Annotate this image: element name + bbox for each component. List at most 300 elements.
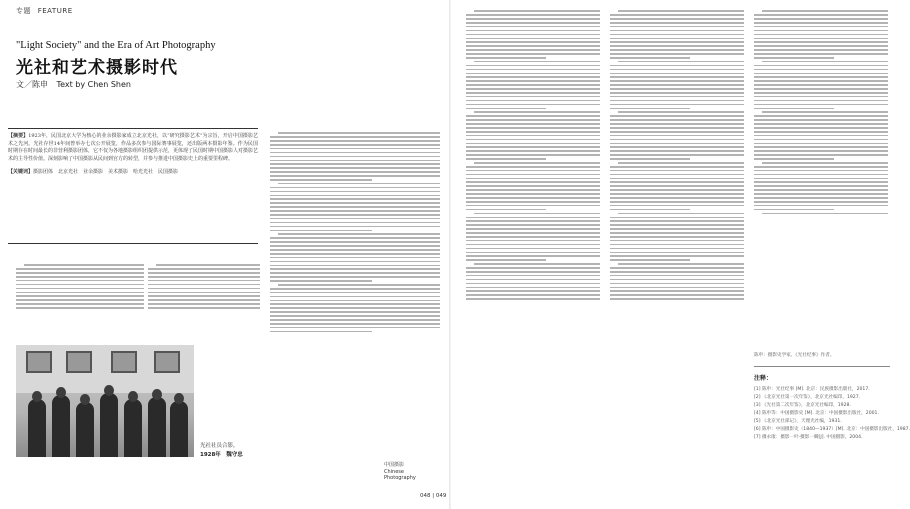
body-text-line: [610, 123, 744, 125]
running-head: [16, 6, 73, 16]
body-text-line: [270, 249, 440, 251]
body-text-line: [278, 132, 440, 134]
body-text-line: [610, 294, 744, 296]
body-text-line: [610, 135, 744, 137]
body-text-line: [270, 214, 440, 216]
body-text-line: [610, 259, 690, 261]
body-text-line: [270, 218, 440, 220]
body-text-line: [270, 187, 440, 189]
body-text-line: [270, 171, 440, 173]
body-text-line: [466, 150, 600, 152]
body-text-line: [270, 195, 440, 197]
body-text-line: [16, 288, 144, 290]
body-text-line: [610, 150, 744, 152]
body-text-line: [754, 170, 888, 172]
side-caption: [384, 462, 434, 482]
body-text-column-1: [16, 262, 144, 340]
body-text-line: [148, 307, 260, 309]
body-text-line: [148, 303, 260, 305]
body-text-line: [610, 197, 744, 199]
body-text-line: [610, 158, 690, 160]
body-text-line: [466, 252, 600, 254]
body-text-line: [610, 201, 744, 203]
body-text-line: [466, 174, 600, 176]
abstract-label: 【摘要】: [8, 133, 29, 139]
body-text-line: [466, 283, 600, 285]
body-text-column-4: [466, 8, 600, 478]
body-text-line: [466, 248, 600, 250]
body-text-line: [466, 38, 600, 40]
body-text-line: [762, 213, 888, 215]
body-text-line: [16, 299, 144, 301]
body-text-line: [270, 167, 440, 169]
body-text-line: [270, 272, 440, 274]
figure-5-head: [128, 391, 138, 402]
body-text-line: [754, 45, 888, 47]
body-text-line: [466, 76, 600, 78]
body-text-line: [610, 178, 744, 180]
body-text-line: [610, 76, 744, 78]
body-text-line: [466, 197, 600, 199]
body-text-line: [618, 213, 744, 215]
body-text-line: [610, 100, 744, 102]
body-text-line: [466, 298, 600, 300]
body-text-line: [466, 158, 546, 160]
body-text-line: [270, 288, 440, 290]
body-text-line: [610, 166, 744, 168]
body-text-line: [466, 143, 600, 145]
body-text-line: [466, 290, 600, 292]
source-note: 陈申：摄影史学家、《光社纪事》作者。: [754, 353, 835, 358]
body-text-line: [270, 140, 440, 142]
body-text-line: [148, 280, 260, 282]
body-text-line: [466, 26, 600, 28]
footnote-item: [6] 陈申：中国摄影史（1840—1937）[M]. 北京：中国摄影出版社，1987.: [754, 427, 910, 432]
body-text-line: [754, 146, 888, 148]
right-page: [450, 0, 910, 509]
body-text-line: [754, 14, 888, 16]
body-text-line: [16, 272, 144, 274]
body-text-line: [466, 185, 600, 187]
body-text-line: [610, 146, 744, 148]
body-text-line: [610, 143, 744, 145]
body-text-line: [466, 92, 600, 94]
page-folio: 048 | 049: [420, 493, 447, 499]
article-title-en: "Light Society" and the Era of Art Photography: [16, 40, 216, 51]
footnote-item: [1] 陈申：光社纪事 [M]. 北京：民族摄影出版社，2017.: [754, 387, 870, 392]
photo-caption: [200, 442, 243, 460]
body-text-line: [466, 127, 600, 129]
body-text-line: [610, 185, 744, 187]
body-text-line: [618, 162, 744, 164]
body-text-line: [610, 53, 744, 55]
body-text-line: [466, 34, 600, 36]
abstract-paragraph: [8, 133, 258, 163]
body-text-line: [754, 154, 888, 156]
footnotes: [754, 352, 910, 442]
body-text-line: [16, 276, 144, 278]
figure-2: [52, 395, 70, 457]
body-text-line: [610, 170, 744, 172]
body-text-line: [610, 290, 744, 292]
body-text-line: [610, 220, 744, 222]
body-text-line: [466, 100, 600, 102]
body-text-line: [466, 123, 600, 125]
body-text-line: [466, 170, 600, 172]
side-caption-zh: 中国摄影: [384, 462, 405, 468]
body-text-line: [610, 104, 744, 106]
body-text-line: [270, 136, 440, 138]
body-text-line: [754, 115, 888, 117]
body-text-line: [466, 131, 600, 133]
body-text-line: [278, 284, 440, 286]
body-text-line: [24, 264, 144, 266]
body-text-line: [762, 61, 888, 63]
body-text-line: [610, 38, 744, 40]
body-text-line: [270, 191, 440, 193]
body-text-line: [610, 240, 744, 242]
body-text-line: [610, 154, 744, 156]
body-text-line: [270, 198, 440, 200]
body-text-line: [466, 80, 600, 82]
body-text-line: [610, 26, 744, 28]
body-text-line: [270, 179, 372, 181]
body-text-line: [270, 206, 440, 208]
body-text-line: [148, 299, 260, 301]
body-text-line: [270, 300, 440, 302]
body-text-line: [754, 41, 888, 43]
body-text-line: [270, 296, 440, 298]
section-label-en: FEATURE: [37, 7, 73, 15]
body-text-line: [466, 189, 600, 191]
body-text-line: [618, 111, 744, 113]
body-text-line: [754, 57, 834, 59]
body-text-line: [754, 150, 888, 152]
figure-1: [28, 399, 46, 457]
body-text-line: [610, 255, 744, 257]
abstract-text: 1923年，民国北京大学为核心的业余摄影家成立北京光社，以“研究摄影艺术”为宗旨，开启中国摄影艺术之先河。光社存世14年间曾举办七次公开展览，作品多次参与国际赛事展览，还出版两本摄影年鉴。作为民国时期存在时间最长的非营利摄影团体，它不仅为各地摄影组织团提供示范，更体现了民国时期中国摄影人对摄影艺术的主导性价值。深刻影响了中国摄影从民间到官方的转型，并参与推进中国摄影史上的重要里程碑。: [8, 133, 259, 162]
body-text-line: [610, 232, 744, 234]
body-text-line: [754, 205, 888, 207]
body-text-line: [754, 158, 834, 160]
body-text-line: [270, 152, 440, 154]
body-text-line: [270, 315, 440, 317]
footnote-item: [5] 《北京光社部记》，天理光社编，1931.: [754, 419, 842, 424]
body-text-line: [618, 263, 744, 265]
body-text-line: [610, 189, 744, 191]
body-text-line: [16, 295, 144, 297]
body-text-line: [466, 104, 600, 106]
body-text-line: [270, 261, 440, 263]
body-text-line: [754, 139, 888, 141]
body-text-line: [270, 292, 440, 294]
body-text-line: [610, 193, 744, 195]
body-text-line: [754, 178, 888, 180]
footnote-item: [7] 摄永康：摄影一叶·摄影一瞬[J]. 中国摄影，2004.: [754, 435, 863, 440]
body-text-line: [610, 80, 744, 82]
body-text-line: [754, 100, 888, 102]
byline: [16, 79, 137, 90]
body-text-line: [270, 226, 440, 228]
body-text-line: [610, 275, 744, 277]
body-text-line: [148, 288, 260, 290]
body-text-line: [754, 104, 888, 106]
body-text-line: [610, 45, 744, 47]
body-text-line: [466, 181, 600, 183]
body-text-line: [148, 272, 260, 274]
body-text-line: [474, 10, 600, 12]
body-text-line: [270, 144, 440, 146]
body-text-line: [610, 92, 744, 94]
body-text-line: [754, 197, 888, 199]
body-text-line: [610, 84, 744, 86]
photo-caption-text: 光社社员合影，: [200, 443, 239, 449]
photo-caption-year: 1928年 魏守忠: [200, 452, 243, 458]
body-text-line: [270, 230, 372, 232]
body-text-line: [474, 111, 600, 113]
body-text-line: [466, 96, 600, 98]
body-text-line: [754, 108, 834, 110]
body-text-line: [466, 220, 600, 222]
keywords-paragraph: [8, 169, 258, 177]
body-text-line: [754, 38, 888, 40]
body-text-line: [610, 49, 744, 51]
body-text-line: [610, 30, 744, 32]
body-text-line: [474, 61, 600, 63]
body-text-line: [610, 236, 744, 238]
body-text-line: [610, 252, 744, 254]
body-text-line: [754, 201, 888, 203]
footnote-item: [4] 陈申等：中国摄影史 [M]. 北京：中国摄影出版社，2001.: [754, 411, 879, 416]
body-text-line: [762, 162, 888, 164]
body-text-line: [474, 263, 600, 265]
body-text-line: [270, 160, 440, 162]
body-text-line: [16, 292, 144, 294]
body-text-line: [754, 92, 888, 94]
body-text-line: [278, 183, 440, 185]
body-text-line: [610, 287, 744, 289]
body-text-line: [466, 240, 600, 242]
body-text-line: [270, 156, 440, 158]
body-text-line: [16, 303, 144, 305]
left-page: [0, 0, 450, 509]
body-text-line: [270, 202, 440, 204]
photo-frame-3: [111, 351, 137, 373]
figure-4: [100, 393, 118, 457]
body-text-column-3: [270, 130, 440, 455]
body-text-line: [754, 49, 888, 51]
body-text-line: [610, 41, 744, 43]
body-text-column-2: [148, 262, 260, 340]
body-text-line: [466, 49, 600, 51]
body-text-line: [610, 248, 744, 250]
body-text-line: [466, 73, 600, 75]
body-text-line: [610, 224, 744, 226]
body-text-line: [466, 18, 600, 20]
body-text-line: [466, 287, 600, 289]
body-text-line: [466, 115, 600, 117]
body-text-line: [466, 209, 546, 211]
body-text-line: [754, 65, 888, 67]
body-text-line: [610, 57, 690, 59]
body-text-line: [754, 143, 888, 145]
footnote-item: [3] 《光社第二次年鉴》，北京光社编印，1928.: [754, 403, 851, 408]
body-text-line: [466, 53, 600, 55]
body-text-line: [466, 236, 600, 238]
body-text-line: [466, 69, 600, 71]
body-text-line: [474, 162, 600, 164]
body-text-line: [148, 284, 260, 286]
body-text-line: [610, 228, 744, 230]
body-text-line: [754, 181, 888, 183]
body-text-line: [610, 298, 744, 300]
footnotes-heading: 注释：: [754, 375, 773, 382]
body-text-line: [466, 232, 600, 234]
figure-3: [76, 402, 94, 457]
body-text-line: [754, 26, 888, 28]
body-text-line: [270, 280, 372, 282]
body-text-line: [466, 22, 600, 24]
body-text-line: [474, 213, 600, 215]
body-text-line: [466, 108, 546, 110]
body-text-line: [270, 222, 440, 224]
body-text-line: [466, 154, 600, 156]
body-text-line: [610, 127, 744, 129]
figure-7-head: [174, 393, 184, 404]
body-text-line: [754, 127, 888, 129]
body-text-line: [610, 88, 744, 90]
body-text-line: [610, 96, 744, 98]
body-text-line: [754, 123, 888, 125]
body-text-line: [16, 268, 144, 270]
body-text-line: [270, 276, 440, 278]
body-text-line: [610, 115, 744, 117]
body-text-line: [754, 166, 888, 168]
body-text-line: [270, 253, 440, 255]
photo-frame-4: [154, 351, 180, 373]
body-text-line: [270, 265, 440, 267]
body-text-line: [270, 257, 440, 259]
body-text-line: [466, 166, 600, 168]
photo-frame-2: [66, 351, 92, 373]
body-text-line: [754, 119, 888, 121]
body-text-line: [610, 267, 744, 269]
body-text-line: [610, 22, 744, 24]
body-text-line: [466, 119, 600, 121]
body-text-line: [16, 280, 144, 282]
body-text-line: [270, 331, 372, 333]
body-text-line: [466, 224, 600, 226]
body-text-line: [466, 14, 600, 16]
byline-zh: 文／陈申: [16, 80, 48, 89]
body-text-line: [270, 163, 440, 165]
body-text-line: [466, 275, 600, 277]
body-text-line: [270, 303, 440, 305]
body-text-line: [466, 255, 600, 257]
body-text-line: [754, 76, 888, 78]
body-text-line: [270, 175, 440, 177]
body-text-line: [466, 84, 600, 86]
figure-2-head: [56, 387, 66, 398]
body-text-line: [754, 189, 888, 191]
body-text-line: [754, 84, 888, 86]
body-text-line: [610, 69, 744, 71]
body-text-line: [610, 244, 744, 246]
body-text-line: [610, 14, 744, 16]
body-text-column-6: [754, 8, 888, 338]
body-text-line: [610, 34, 744, 36]
body-text-line: [610, 209, 690, 211]
body-text-line: [148, 292, 260, 294]
body-text-line: [466, 65, 600, 67]
body-text-line: [610, 139, 744, 141]
section-label: 专题: [16, 7, 31, 15]
body-text-line: [754, 96, 888, 98]
body-text-line: [466, 193, 600, 195]
figure-6-head: [152, 389, 162, 400]
body-text-line: [618, 61, 744, 63]
body-text-line: [610, 181, 744, 183]
body-text-line: [610, 131, 744, 133]
body-text-line: [754, 185, 888, 187]
body-text-line: [762, 10, 888, 12]
body-text-line: [610, 73, 744, 75]
body-text-line: [762, 111, 888, 113]
body-text-line: [610, 18, 744, 20]
figure-1-head: [32, 391, 42, 402]
body-text-line: [466, 271, 600, 273]
body-text-line: [754, 18, 888, 20]
body-text-line: [148, 276, 260, 278]
body-text-line: [270, 148, 440, 150]
body-text-line: [270, 237, 440, 239]
body-text-line: [278, 233, 440, 235]
body-text-line: [466, 88, 600, 90]
body-text-line: [610, 205, 744, 207]
body-text-line: [610, 271, 744, 273]
body-text-line: [610, 174, 744, 176]
body-text-line: [754, 174, 888, 176]
body-text-line: [754, 22, 888, 24]
footnote-item: [2] 《北京光社第一次年鉴》，北京光社编印，1927.: [754, 395, 861, 400]
body-text-column-5: [610, 8, 744, 478]
side-caption-en: Chinese Photography: [384, 468, 416, 481]
body-text-line: [270, 319, 440, 321]
body-text-line: [466, 178, 600, 180]
body-text-line: [466, 217, 600, 219]
body-text-line: [16, 307, 144, 309]
body-text-line: [754, 30, 888, 32]
abstract-box: [8, 128, 258, 244]
body-text-line: [466, 201, 600, 203]
body-text-line: [754, 135, 888, 137]
body-text-line: [754, 193, 888, 195]
body-text-line: [466, 267, 600, 269]
photo-frame-1: [26, 351, 52, 373]
body-text-line: [466, 30, 600, 32]
body-text-line: [466, 205, 600, 207]
body-text-line: [270, 245, 440, 247]
body-text-line: [610, 119, 744, 121]
body-text-line: [466, 279, 600, 281]
body-text-line: [754, 73, 888, 75]
body-text-line: [754, 131, 888, 133]
figure-7: [170, 401, 188, 457]
figure-3-head: [80, 394, 90, 405]
body-text-line: [610, 108, 690, 110]
body-text-line: [754, 80, 888, 82]
body-text-line: [466, 294, 600, 296]
